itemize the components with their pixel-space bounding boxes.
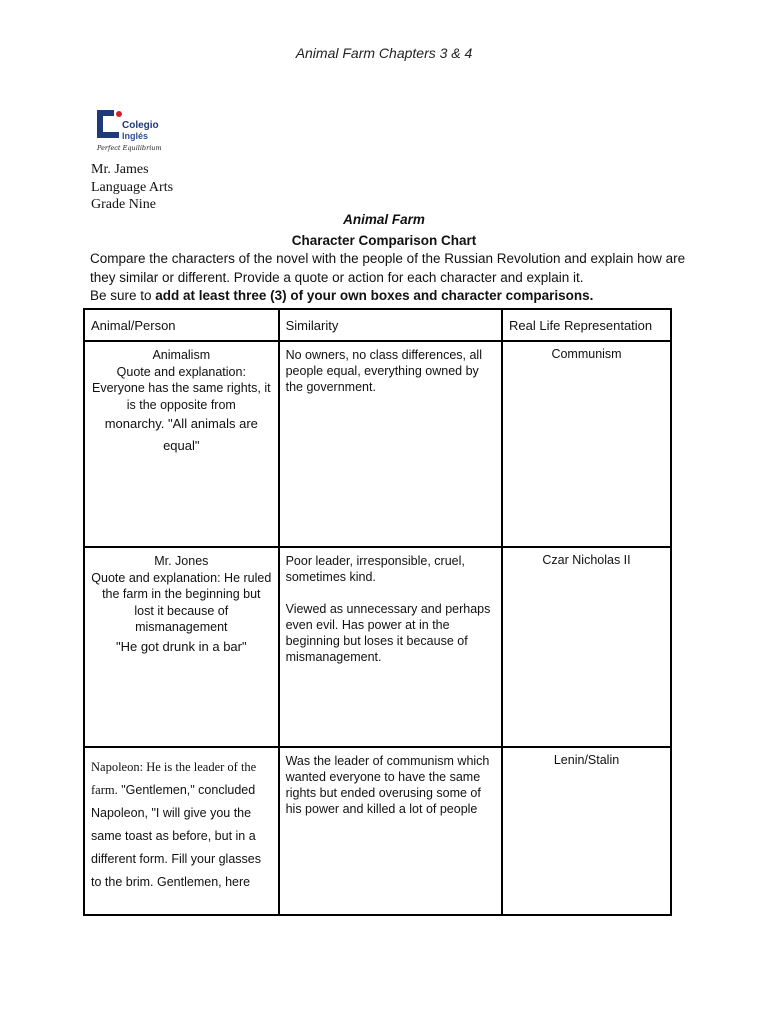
page-title: Animal Farm xyxy=(343,212,425,227)
column-header: Real Life Representation xyxy=(502,309,671,341)
teacher-name: Mr. James xyxy=(91,162,149,177)
representation-cell: Czar Nicholas II xyxy=(502,547,671,747)
character-explanation: Everyone has the same rights, it is the opposite from xyxy=(92,381,271,412)
similarity-text: Poor leader, irresponsible, cruel, sometimes kind. xyxy=(285,554,465,584)
character-intro: Napoleon: He is the leader of the farm. xyxy=(91,760,257,797)
representation-cell: Communism xyxy=(502,341,671,547)
instructions xyxy=(90,250,690,306)
similarity-text: No owners, no class differences, all people equal, everything owned by the government. xyxy=(285,348,482,394)
logo-mark-icon xyxy=(95,108,125,142)
representation-cell: Lenin/Stalin xyxy=(502,747,671,915)
instructions-text: Compare the characters of the novel with the people of the Russian Revolution and explain how are they similar or different. Provide a quote or action for each character and explain it. xyxy=(90,251,686,285)
school-logo xyxy=(95,108,175,156)
similarity-text: Was the leader of communism which wanted everyone to have the same rights but ended overusing some of his power and killed a lot of people xyxy=(285,754,490,816)
character-quote: "Gentlemen," concluded Napoleon, "I will give you the same toast as before, but in a different form. Fill your glasses to the brim. Gentlemen, here xyxy=(91,783,261,889)
note-prefix: Be sure to xyxy=(90,288,156,303)
similarity-cell xyxy=(279,747,502,915)
character-name: Animalism xyxy=(152,348,211,362)
character-cell xyxy=(84,747,279,915)
teacher-info xyxy=(91,161,173,214)
column-header: Similarity xyxy=(279,309,502,341)
note-bold: add at least three (3) of your own boxes and character comparisons. xyxy=(155,288,594,303)
logo-tagline: Perfect Equilibrium xyxy=(97,144,162,152)
table-header-row xyxy=(84,309,671,341)
teacher-subject: Language Arts xyxy=(91,179,174,195)
character-quote: "He got drunk in a bar" xyxy=(115,638,247,654)
page-subtitle: Character Comparison Chart xyxy=(291,233,477,248)
character-cell xyxy=(84,341,279,547)
logo-line2: Inglés xyxy=(122,131,149,141)
character-name: Mr. Jones xyxy=(154,554,209,568)
table-row xyxy=(84,341,671,547)
similarity-text-2: Viewed as unnecessary and perhaps even evil. Has power at in the beginning but loses it because of mismanagement. xyxy=(285,602,491,664)
similarity-cell xyxy=(279,547,502,747)
quote-label: Quote and explanation: He ruled the farm in the beginning but lost it because of mismanagement xyxy=(91,570,272,634)
similarity-cell xyxy=(279,341,502,547)
table-row xyxy=(84,547,671,747)
table-row xyxy=(84,747,671,915)
document-header: Animal Farm Chapters 3 & 4 xyxy=(295,45,473,61)
character-quote: monarchy. "All animals are equal" xyxy=(104,416,258,453)
teacher-grade: Grade Nine xyxy=(91,197,156,212)
column-header: Animal/Person xyxy=(84,309,279,341)
logo-line1: Colegio xyxy=(122,120,159,131)
comparison-table xyxy=(83,308,672,916)
quote-label: Quote and explanation: xyxy=(116,364,246,379)
logo-wordmark xyxy=(122,120,159,142)
character-cell xyxy=(84,547,279,747)
